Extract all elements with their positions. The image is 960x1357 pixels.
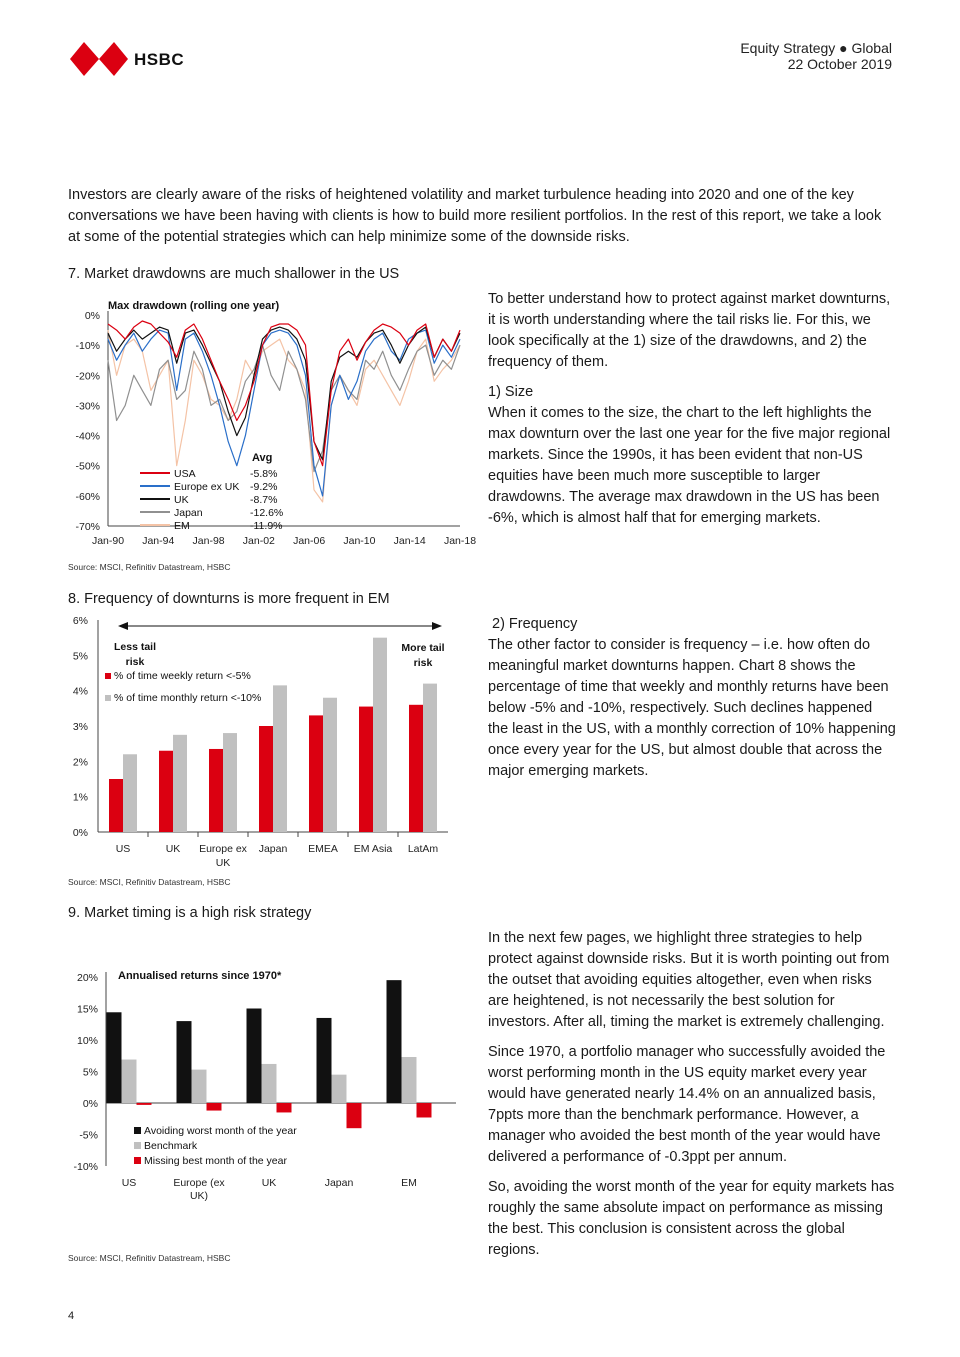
x-tick-label: EM — [401, 1177, 417, 1189]
y-tick-label: 3% — [72, 721, 88, 733]
legend-swatch — [105, 673, 111, 679]
x-tick-label: Jan-98 — [192, 535, 225, 547]
y-tick-label: -10% — [75, 340, 100, 353]
bar-1-6 — [423, 684, 437, 832]
legend-label: UK — [174, 494, 189, 506]
report-date: 22 October 2019 — [787, 56, 892, 72]
bar-0-1 — [159, 751, 173, 832]
report-header — [740, 40, 892, 72]
legend-label: USA — [174, 468, 196, 480]
downturn-frequency-bar-chart — [62, 612, 458, 874]
exhibit-8-title: 8. Frequency of downturns is more frequent in EM — [68, 591, 390, 607]
x-tick-label: UK) — [189, 1190, 209, 1202]
bar-0-0 — [109, 779, 123, 832]
series-line-4 — [108, 330, 460, 502]
timing-paragraph-1: In the next few pages, we highlight three strategies to help protect against downside risks. But it is worth pointing out from the outset that avoiding equities altogether, even when risks are heightened, is not necessarily the best solution for investors. After all, timing the market is extremely challenging. — [488, 930, 890, 1030]
legend-label: Japan — [174, 507, 203, 519]
y-tick-label: 6% — [72, 615, 88, 627]
bar-1-1 — [192, 1070, 207, 1103]
y-tick-label: -30% — [75, 400, 100, 413]
bar-2-4 — [417, 1103, 432, 1117]
bar-0-3 — [317, 1018, 332, 1103]
bar-1-4 — [402, 1057, 417, 1103]
bar-1-1 — [173, 735, 187, 832]
y-tick-label: 0% — [84, 310, 100, 322]
size-paragraph: When it comes to the size, the chart to the left highlights the max downturn over the last one year for the five major regional markets. Since the 1990s, it has been evident that non-US equities have been much more susceptible to larger drawdowns. The average max drawdown in the US has been -6%, which is almost half that for emerging markets. — [488, 405, 891, 526]
bar-1-5 — [373, 638, 387, 832]
y-tick-label: -70% — [75, 521, 100, 533]
x-tick-label: EMEA — [308, 843, 338, 855]
x-tick-label: Jan-10 — [343, 535, 376, 547]
frequency-section — [488, 614, 896, 782]
legend-avg-value: -12.6% — [250, 507, 284, 519]
series-line-3 — [108, 345, 460, 472]
bar-1-3 — [273, 685, 287, 832]
legend-avg-value: -5.8% — [250, 468, 278, 480]
timing-paragraph-2: Since 1970, a portfolio manager who successfully avoided the worst performing month in the US equity market every year would have generated nearly 14.4% on an annualized basis, 7ppts more than the benchmark performance. However, a manager who avoided the best month of the year would have delivered a performance of -0.3ppt per annum. — [488, 1044, 886, 1165]
series-line-1 — [108, 330, 460, 496]
y-tick-label: -5% — [79, 1129, 98, 1142]
exhibit-8-source: Source: MSCI, Refinitiv Datastream, HSBC — [68, 877, 231, 887]
y-tick-label: -20% — [75, 370, 100, 383]
bar-0-1 — [177, 1021, 192, 1103]
legend-avg-value: -11.9% — [250, 520, 283, 532]
size-heading: 1) Size — [488, 384, 534, 400]
legend-swatch — [134, 1157, 141, 1164]
bar-1-2 — [223, 733, 237, 832]
x-tick-label: LatAm — [407, 843, 439, 855]
x-tick-label: Jan-94 — [142, 535, 175, 547]
y-tick-label: 2% — [72, 756, 88, 769]
avg-header: Avg — [252, 452, 273, 464]
x-tick-label: US — [121, 1177, 137, 1189]
arrow-head-left — [118, 622, 128, 630]
legend-avg-value: -9.2% — [250, 481, 278, 493]
bar-2-2 — [277, 1103, 292, 1112]
y-tick-label: 0% — [82, 1098, 98, 1110]
legend-label: Missing best month of the year — [144, 1155, 287, 1167]
exhibit-9-source: Source: MSCI, Refinitiv Datastream, HSBC — [68, 1253, 231, 1263]
bar-0-6 — [409, 705, 423, 832]
bar-0-4 — [387, 980, 402, 1103]
bar-0-5 — [359, 707, 373, 832]
series-line-2 — [108, 327, 460, 460]
bar-2-1 — [207, 1103, 222, 1111]
legend-swatch — [105, 695, 111, 701]
chart-title: Annualised returns since 1970* — [118, 970, 282, 982]
y-tick-label: 5% — [72, 650, 88, 663]
annotation-left: Less tail — [113, 641, 157, 653]
y-tick-label: 0% — [72, 827, 88, 839]
x-tick-label: Europe ex — [199, 843, 247, 855]
y-tick-label: -50% — [75, 460, 100, 473]
x-tick-label: Europe (ex — [173, 1177, 225, 1189]
annotation-left: risk — [125, 656, 145, 668]
timing-paragraph-3: So, avoiding the worst month of the year for equity markets has roughly the same absolute impact on performance as missing the best. This conclusion is consistent across the global regions. — [488, 1179, 895, 1258]
x-tick-label: UK — [215, 857, 231, 869]
legend-label: Europe ex UK — [174, 481, 240, 493]
x-tick-label: Jan-90 — [91, 535, 125, 547]
annotation-right: More tail — [401, 642, 445, 654]
bar-1-3 — [332, 1075, 347, 1103]
y-tick-label: -40% — [75, 430, 100, 443]
x-tick-label: Jan-14 — [393, 535, 426, 547]
legend-label: EM — [174, 520, 190, 532]
x-tick-label: Jan-18 — [443, 535, 477, 547]
bar-0-3 — [259, 726, 273, 832]
x-tick-label: Jan-02 — [242, 535, 275, 547]
frequency-paragraph: The other factor to consider is frequency – i.e. how often do meaningful market downturns happen. Chart 8 shows the percentage of time that weekly and monthly returns have been below -5% and -10%, respectively. Such declines happened the least in the US, with a monthly correction of 10% happening once every year for the US, but almost double that across the major emerging markets. — [488, 637, 896, 779]
x-tick-label: EM Asia — [353, 843, 393, 855]
page-number: 4 — [68, 1310, 75, 1322]
intro-paragraph: Investors are clearly aware of the risks of heightened volatility and market turbulence heading into 2020 and one of the key conversations we have been having with clients is how to build more resilient portfolios. In the rest of this report, we take a look at some of the potential strategies which can help minimize some of the downside risks. — [68, 187, 882, 245]
exhibit-9-title: 9. Market timing is a high risk strategy — [68, 905, 312, 921]
size-section — [488, 289, 896, 529]
legend-label: % of time monthly return <-10% — [114, 692, 262, 704]
hsbc-logo — [70, 42, 190, 76]
series-line-0 — [108, 321, 460, 466]
legend-swatch — [134, 1127, 141, 1134]
drawdown-line-chart — [62, 292, 477, 554]
legend-avg-value: -8.7% — [250, 494, 278, 506]
bar-1-0 — [123, 754, 137, 832]
legend-swatch — [134, 1142, 141, 1149]
market-timing-bar-chart — [62, 960, 462, 1210]
legend-label: Benchmark — [144, 1140, 198, 1152]
chart-title: Max drawdown (rolling one year) — [108, 300, 280, 312]
y-tick-label: 20% — [76, 972, 98, 984]
hexagon-logo-icon — [70, 42, 128, 76]
x-tick-label: Japan — [324, 1177, 354, 1189]
bar-2-0 — [137, 1103, 152, 1105]
y-tick-label: -10% — [73, 1161, 98, 1173]
bar-0-4 — [309, 715, 323, 832]
size-intro-paragraph: To better understand how to protect against market downturns, it is worth understanding where the tail risks lie. For this, we look specifically at the 1) size of the drawdowns, and 2) the frequency of them. — [488, 291, 891, 370]
x-tick-label: UK — [165, 843, 181, 855]
exhibit-7-source: Source: MSCI, Refinitiv Datastream, HSBC — [68, 562, 231, 572]
logo-text: HSBC — [134, 50, 185, 69]
y-tick-label: 1% — [72, 791, 88, 804]
x-tick-label: Jan-06 — [293, 535, 326, 547]
legend-label: Avoiding worst month of the year — [144, 1125, 297, 1137]
bar-2-3 — [347, 1103, 362, 1128]
x-tick-label: UK — [261, 1177, 277, 1189]
bar-0-0 — [107, 1012, 122, 1103]
exhibit-7-title: 7. Market drawdowns are much shallower in the US — [68, 266, 400, 282]
y-tick-label: 5% — [82, 1066, 98, 1079]
x-tick-label: US — [115, 843, 131, 855]
bar-0-2 — [209, 749, 223, 832]
legend-label: % of time weekly return <-5% — [114, 670, 251, 682]
frequency-heading: 2) Frequency — [492, 616, 578, 632]
timing-section — [488, 928, 896, 1261]
report-series: Equity Strategy ● Global — [740, 40, 892, 56]
y-tick-label: 10% — [76, 1035, 98, 1047]
bar-1-4 — [323, 698, 337, 832]
y-tick-label: 4% — [72, 685, 88, 698]
bar-1-0 — [122, 1060, 137, 1103]
bar-0-2 — [247, 1009, 262, 1104]
arrow-head-right — [432, 622, 442, 630]
y-tick-label: 15% — [76, 1003, 98, 1016]
annotation-right: risk — [413, 657, 433, 669]
x-tick-label: Japan — [258, 843, 288, 855]
bar-1-2 — [262, 1064, 277, 1103]
y-tick-label: -60% — [75, 490, 100, 503]
